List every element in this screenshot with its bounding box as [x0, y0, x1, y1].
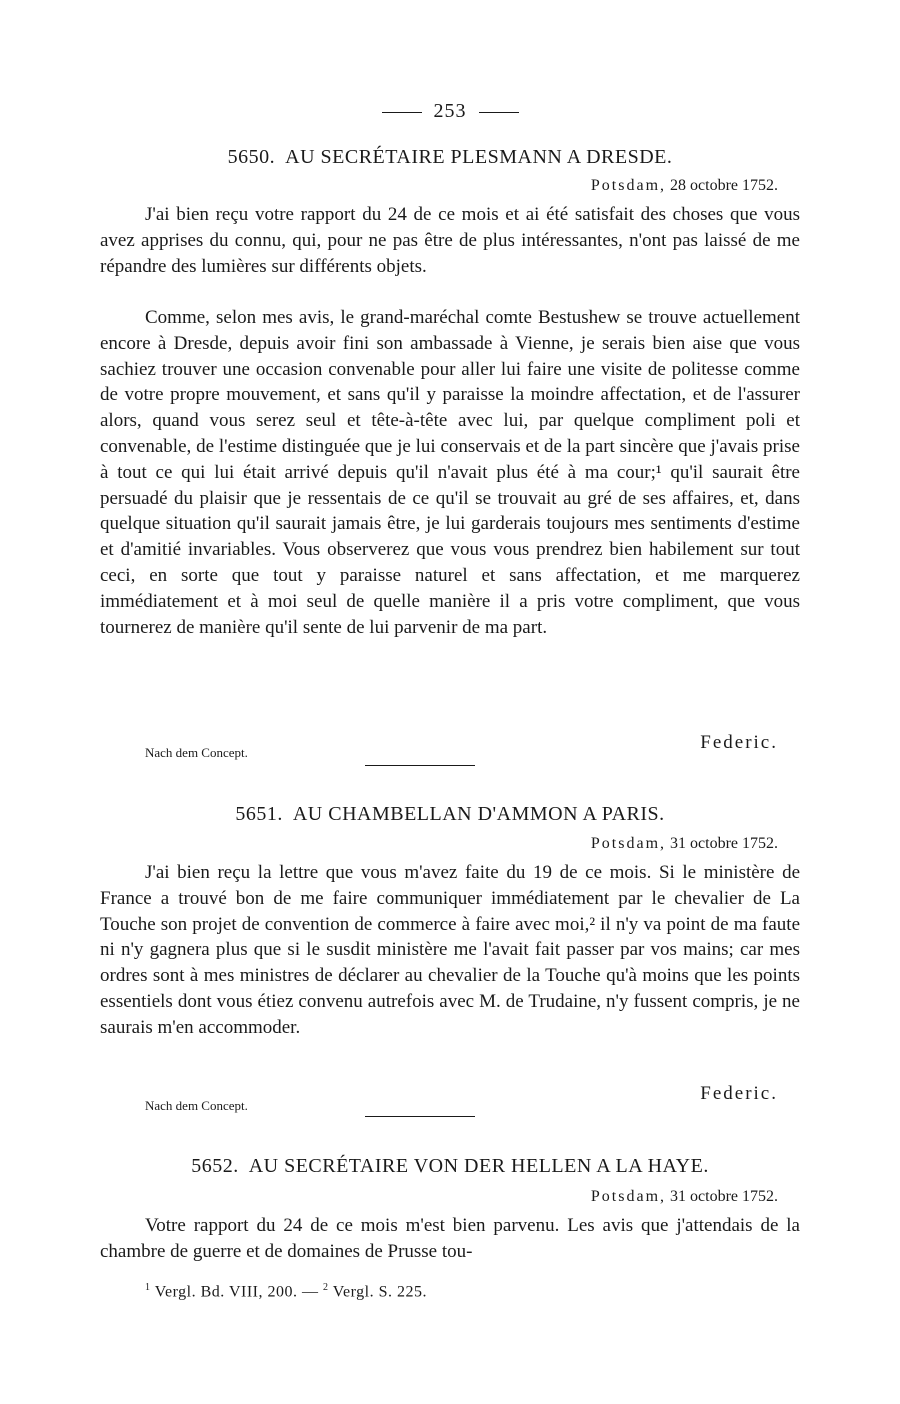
- dateline-date: 28 octobre 1752.: [670, 177, 778, 194]
- document-page: [100, 0, 800, 1404]
- dateline-place: Potsdam,: [590, 177, 667, 194]
- letter-title: AU SECRÉTAIRE VON DER HELLEN A LA HAYE.: [248, 1155, 709, 1177]
- dateline-date: 31 octobre 1752.: [670, 1188, 778, 1205]
- page-number-dash-right: [479, 112, 519, 113]
- source-note-5651: Nach dem Concept.: [145, 1098, 248, 1113]
- letter-number: 5651.: [235, 803, 283, 825]
- page-number: [100, 100, 800, 123]
- signature-5651: Federic.: [700, 1083, 778, 1104]
- signature-5650: Federic.: [700, 732, 778, 753]
- footnote-marker: 1: [145, 1282, 151, 1293]
- dateline-5651: [591, 835, 778, 853]
- letter-heading-5652: [100, 1155, 800, 1178]
- page-number-value: 253: [433, 100, 467, 122]
- footnote-text: Vergl. S. 225.: [332, 1283, 427, 1301]
- letter-number: 5650.: [227, 146, 276, 168]
- letter-5651-paragraph-1: J'ai bien reçu la lettre que vous m'avez faite du 19 de ce mois. Si le ministère de France a trouvé bon de me faire communiquer immédiatement par le chevalier de La Touche son projet de convention de commerce à faire avec moi,² il n'y va point de ma faute ni n'y gagnera plus que si le susdit ministère me l'avait fait passer par vos mains; car mes ordres sont à mes ministres de déclarer au chevalier de la Touche qu'à moins que les points essentiels dont vous étiez convenu autrefois avec M. de Trudaine, n'y fussent compris, je ne saurais m'en accommoder.: [100, 862, 800, 1038]
- letter-5650-paragraph-1: J'ai bien reçu votre rapport du 24 de ce mois et ai été satisfait des choses que vous avez apprises du connu, qui, pour ne pas être de plus intéressantes, n'ont pas laissé de me répandre des lumières sur différents objets.: [100, 204, 800, 277]
- footnote-marker: 2: [323, 1282, 329, 1293]
- section-separator: [365, 765, 475, 766]
- letter-5650-paragraph-2: Comme, selon mes avis, le grand-maréchal comte Bestushew se trouve actuellement encore à Dresde, depuis avoir fini son ambassade à Vienne, je serais bien aise que vous sachiez trouver une occasion convenable pour aller lui faire une visite de politesse comme de votre propre mouvement, et sans qu'il y paraisse la moindre affectation, et de l'assurer alors, quand vous serez seul et tête-à-tête avec lui, par quelque compliment poli et convenable, de l'estime distinguée que je lui conservais et de la part sincère que j'avais prise à tout ce qui lui était arrivé depuis qu'il n'avait plus été à ma cour;¹ qu'il saurait être persuadé du plaisir que je ressentais de ce qu'il se trouvait au gré de ses affaires, et, dans quelque situation qu'il saurait jamais être, je lui garderais toujours mes sentiments d'estime et d'amitié invariables. Vous observerez que vous vous prendrez bien habilement sur tout ceci, en sorte que tout y paraisse naturel et sans affectation, et me marquerez immédiatement et à moi seul de quelle manière il a pris votre compliment, que vous tournerez de manière qu'il sente de lui parvenir de ma part.: [100, 307, 800, 638]
- footnote-text: Vergl. Bd. VIII, 200. —: [154, 1283, 319, 1301]
- dateline-5652: [591, 1188, 778, 1206]
- letter-heading-5650: [100, 146, 800, 169]
- letter-number: 5652.: [191, 1155, 239, 1177]
- letter-title: AU SECRÉTAIRE PLESMANN A DRESDE.: [285, 146, 673, 168]
- page-number-dash-left: [382, 112, 422, 113]
- letter-title: AU CHAMBELLAN D'AMMON A PARIS.: [292, 803, 665, 825]
- source-note-5650: Nach dem Concept.: [145, 745, 248, 760]
- letter-5652-paragraph-1: Votre rapport du 24 de ce mois m'est bien parvenu. Les avis que j'attendais de la chambre de guerre et de domaines de Prusse tou-: [100, 1215, 800, 1262]
- letter-heading-5651: [100, 803, 800, 826]
- dateline-date: 31 octobre 1752.: [670, 835, 778, 852]
- dateline-place: Potsdam,: [590, 1188, 667, 1205]
- section-separator: [365, 1116, 475, 1117]
- dateline-place: Potsdam,: [590, 835, 667, 852]
- footnotes: [145, 1282, 427, 1301]
- dateline-5650: [591, 177, 778, 195]
